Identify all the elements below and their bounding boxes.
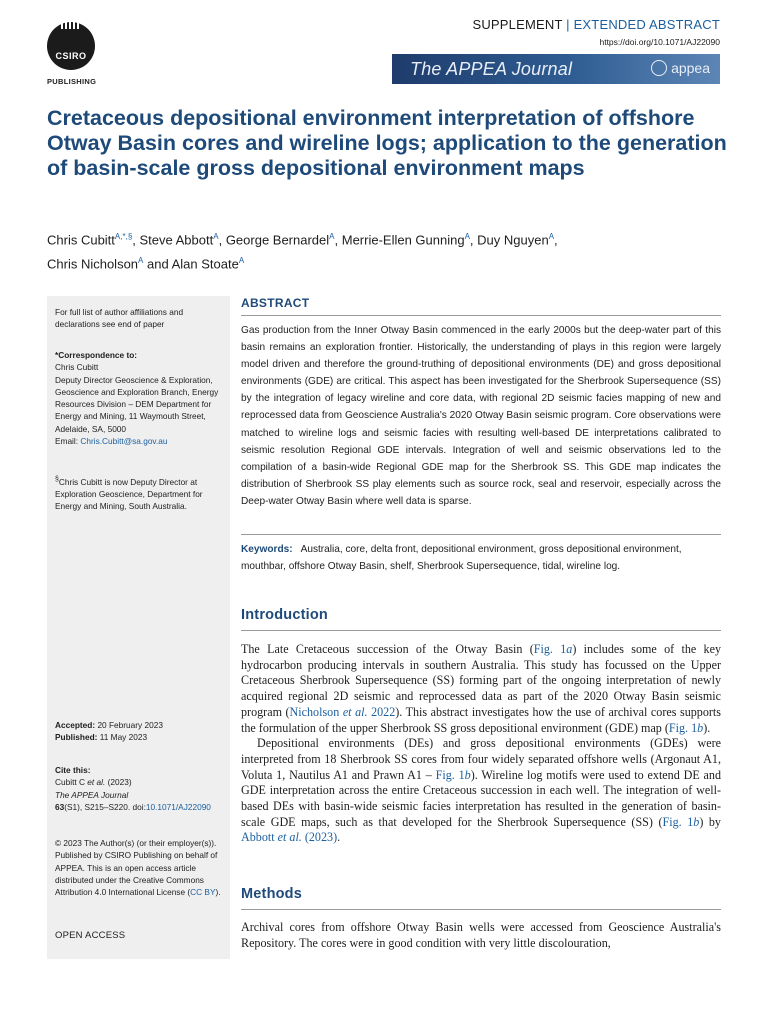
author-note: [55, 474, 225, 513]
methods-text: Archival cores from offshore Otway Basin wells were accessed from Geoscience Australia's Repository. The cores were in good condition with very little discolouration,: [241, 920, 721, 950]
author-note-text: Chris Cubitt is now Deputy Director at Exploration Geoscience, Department for Energy and Mining, South Australia.: [55, 476, 203, 512]
keywords-rule: [241, 534, 721, 535]
appea-logo: [651, 60, 710, 76]
author-name: Steve Abbott: [139, 232, 214, 248]
figure-ref-panel: b: [693, 814, 700, 829]
published-date: 11 May 2023: [99, 732, 148, 743]
author-affiliation[interactable]: A,*,§: [114, 232, 133, 241]
author-separator: and: [143, 256, 172, 272]
copyright-notice: [55, 837, 225, 898]
license-link[interactable]: CC BY: [190, 887, 216, 898]
author-separator: ,: [334, 232, 342, 248]
figure-ref-text: Fig. 1: [662, 814, 694, 829]
csiro-logo: [47, 22, 95, 70]
methods-rule: [241, 909, 721, 910]
figure-1b-link[interactable]: [669, 721, 703, 735]
paragraph-text: .: [337, 830, 341, 845]
open-access-label: OPEN ACCESS: [55, 930, 126, 941]
author-name: Merrie-Ellen Gunning: [341, 232, 465, 248]
author-separator: ,: [218, 232, 226, 248]
introduction-heading: Introduction: [241, 607, 328, 623]
abstract-heading: ABSTRACT: [241, 296, 310, 310]
cite-label: Cite this:: [55, 765, 91, 775]
introduction-rule: [241, 630, 721, 631]
cite-doi-link[interactable]: 10.1071/AJ22090: [145, 801, 211, 812]
published-label: Published:: [55, 732, 98, 743]
figure-ref-text: Fig. 1: [435, 767, 465, 782]
cite-pages: (S1), S215–S220. doi:: [64, 801, 146, 812]
article-title: Cretaceous depositional environment interpretation of offshore Otway Basin cores and wireline logs; application to the generation of basin-scale gross depositional environment maps: [47, 106, 727, 180]
figure-ref-panel: b: [464, 767, 471, 782]
accepted-date: 20 February 2023: [97, 720, 163, 730]
keywords: [241, 541, 721, 575]
cite-etal: et al.: [87, 777, 106, 788]
doi-link[interactable]: https://doi.org/10.1071/AJ22090: [599, 37, 720, 47]
author-separator: ,: [554, 232, 558, 248]
author-note-mark: §: [55, 476, 59, 483]
nicholson-2022-link[interactable]: [290, 705, 396, 719]
figure-1b-link[interactable]: [663, 815, 700, 829]
keywords-list: Australia, core, delta front, depositional environment, gross depositional environment, mouthbar, offshore Otway Basin, shelf, Sherbrook Supersequence, tidal, wireline log.: [241, 544, 682, 573]
author-name: Alan Stoate: [171, 256, 239, 272]
author-name: George Bernardel: [225, 232, 330, 248]
article-kind: EXTENDED ABSTRACT: [573, 17, 720, 32]
csiro-logo-text: CSIRO: [55, 51, 87, 61]
introduction-paragraph-2: [241, 736, 721, 846]
paragraph-text: ) includes some of the key hydrocarbon producing intervals in southern Australia. This study has focussed on the Upper Cretaceous Sherbrook Supersequence (SS) forming part of the ongoing interpretation of newly acquired regional 2D seismic and reprocessed data as part of the 2020 Otway Basin seismic program (: [241, 642, 721, 719]
journal-banner-title: The APPEA Journal: [410, 59, 573, 79]
paragraph-text: ). This abstract investigates how the use of archival cores supports the formulation of the upper Sherbrook SS gross depositional environment (GDE) map (: [241, 704, 721, 735]
author-name: Chris Cubitt: [47, 232, 115, 248]
cite-authors: Cubitt C: [55, 777, 85, 788]
citation-etal: et al.: [277, 830, 302, 845]
affiliations-note: For full list of author affiliations and declarations see end of paper: [55, 307, 184, 330]
abstract-text: Gas production from the Inner Otway Basin commenced in the early 2000s but the deep-water part of this basin remains an exploration frontier. Historically, the understanding of plays in this region were largely model driven and therefore the ground-truthing of depositional environments (DE) and gross depositional environments (GDE) are critical. This aspect has been investigated for the Sherbrook Supersequence (SS) by the integration of legacy wireline and core data, with regional 2D seismic facies mapping of new and reprocessed data from Geoscience Australia's 2020 Otway Basin seismic program. Core observations were matched to wireline logs and seismic facies with resulting well-based DE interpretations calibrated to seismic resolution Regional GDE intervals. Integration of well and seismic observations led to the compilation of a basin-wide Regional GDE map for the Sherbrook SS. This GDE map indicates the distribution of Sherbrook SS play elements such as source rock, seal and reservoir, especially across the Deep-water Otway Basin where well data is sparse.: [241, 325, 721, 507]
article-type-line: [472, 17, 720, 32]
methods-heading: Methods: [241, 886, 303, 902]
author-affiliation[interactable]: A: [238, 256, 245, 266]
author-name: Chris Nicholson: [47, 256, 139, 272]
copyright-end: ).: [215, 887, 221, 898]
keywords-label: Keywords:: [241, 544, 293, 555]
email-label: Email:: [55, 436, 79, 447]
journal-banner: [392, 54, 720, 84]
figure-ref-panel: a: [566, 642, 573, 656]
supplement-label: SUPPLEMENT: [472, 17, 563, 32]
author-name: Duy Nguyen: [477, 232, 549, 248]
author-separator: ,: [132, 232, 140, 248]
figure-ref-text: Fig. 1: [533, 642, 567, 656]
cite-volume: 63: [55, 801, 65, 812]
header-separator: |: [566, 17, 570, 32]
citation-block: [55, 764, 225, 813]
correspondence-label: *Correspondence to:: [55, 350, 138, 360]
introduction-body: [241, 642, 721, 846]
copyright-text: © 2023 The Author(s) (or their employer(s)). Published by CSIRO Publishing on behalf of APPEA. This is an open access article distributed under the Creative Commons Attribution 4.0 International License (: [55, 838, 218, 898]
citation-author: Nicholson: [289, 704, 340, 719]
paragraph-text: Depositional environments (DEs) and gross depositional environments (GDEs) were interpreted from 18 Sherbrook SS cores from four widely separated offshore wells (Argonaut A1, Voluta 1, Nautilus A1 and Prawn A1 –: [241, 736, 721, 782]
figure-1a-link[interactable]: [534, 642, 573, 656]
figure-ref-panel: b: [697, 720, 704, 735]
citation-year: (2023): [304, 830, 338, 845]
citation-etal: et al.: [342, 704, 368, 719]
author-affiliation[interactable]: A: [138, 256, 144, 266]
author-list: [47, 226, 737, 275]
paragraph-text: The Late Cretaceous succession of the Otway Basin (: [241, 642, 534, 656]
author-separator: ,: [469, 232, 478, 248]
correspondence-block: [55, 349, 225, 447]
paragraph-text: ). Wireline log motifs were used to extend DE and GDE interpretation across the entire Cretaceous succession in each well. The integration of well-based DEs with basin-wide seismic facies interpretation has resulted in the generation of basin-scale GDE maps, such as that developed for the Sherbrook Supersequence (SS) (: [241, 767, 721, 829]
abbott-2023-link[interactable]: [241, 830, 337, 844]
correspondence-name: Chris Cubitt: [55, 362, 99, 373]
article-info-sidebar: [47, 296, 230, 959]
author-affiliation[interactable]: A: [213, 232, 219, 241]
citation-year: 2022: [371, 704, 396, 719]
figure-ref-text: Fig. 1: [668, 720, 698, 735]
author-affiliation[interactable]: A: [464, 232, 470, 241]
paragraph-text: ) by: [699, 814, 721, 829]
citation-author: Abbott: [241, 830, 275, 845]
appea-logo-text: appea: [671, 60, 710, 76]
cite-year: (2023): [107, 777, 132, 788]
publisher-label: PUBLISHING: [47, 77, 97, 86]
abstract-rule: [241, 315, 721, 316]
cite-journal: The APPEA Journal: [55, 789, 129, 800]
author-affiliation[interactable]: A: [548, 232, 555, 241]
figure-1b-link[interactable]: [436, 768, 471, 782]
email-link[interactable]: Chris.Cubitt@sa.gov.au: [80, 436, 168, 447]
paragraph-text: ).: [703, 720, 711, 735]
publication-dates: [55, 719, 225, 744]
appea-logo-icon: [651, 60, 667, 76]
author-affiliation[interactable]: A: [329, 232, 335, 241]
correspondence-address: Deputy Director Geoscience & Exploration, Geoscience and Exploration Branch, Energy Resources Division – DEM Department for Energy and Mining, 11 Waymouth Street, Adelaide, SA, 5000: [55, 374, 219, 434]
accepted-label: Accepted:: [55, 720, 96, 730]
introduction-paragraph-1: [241, 642, 721, 736]
